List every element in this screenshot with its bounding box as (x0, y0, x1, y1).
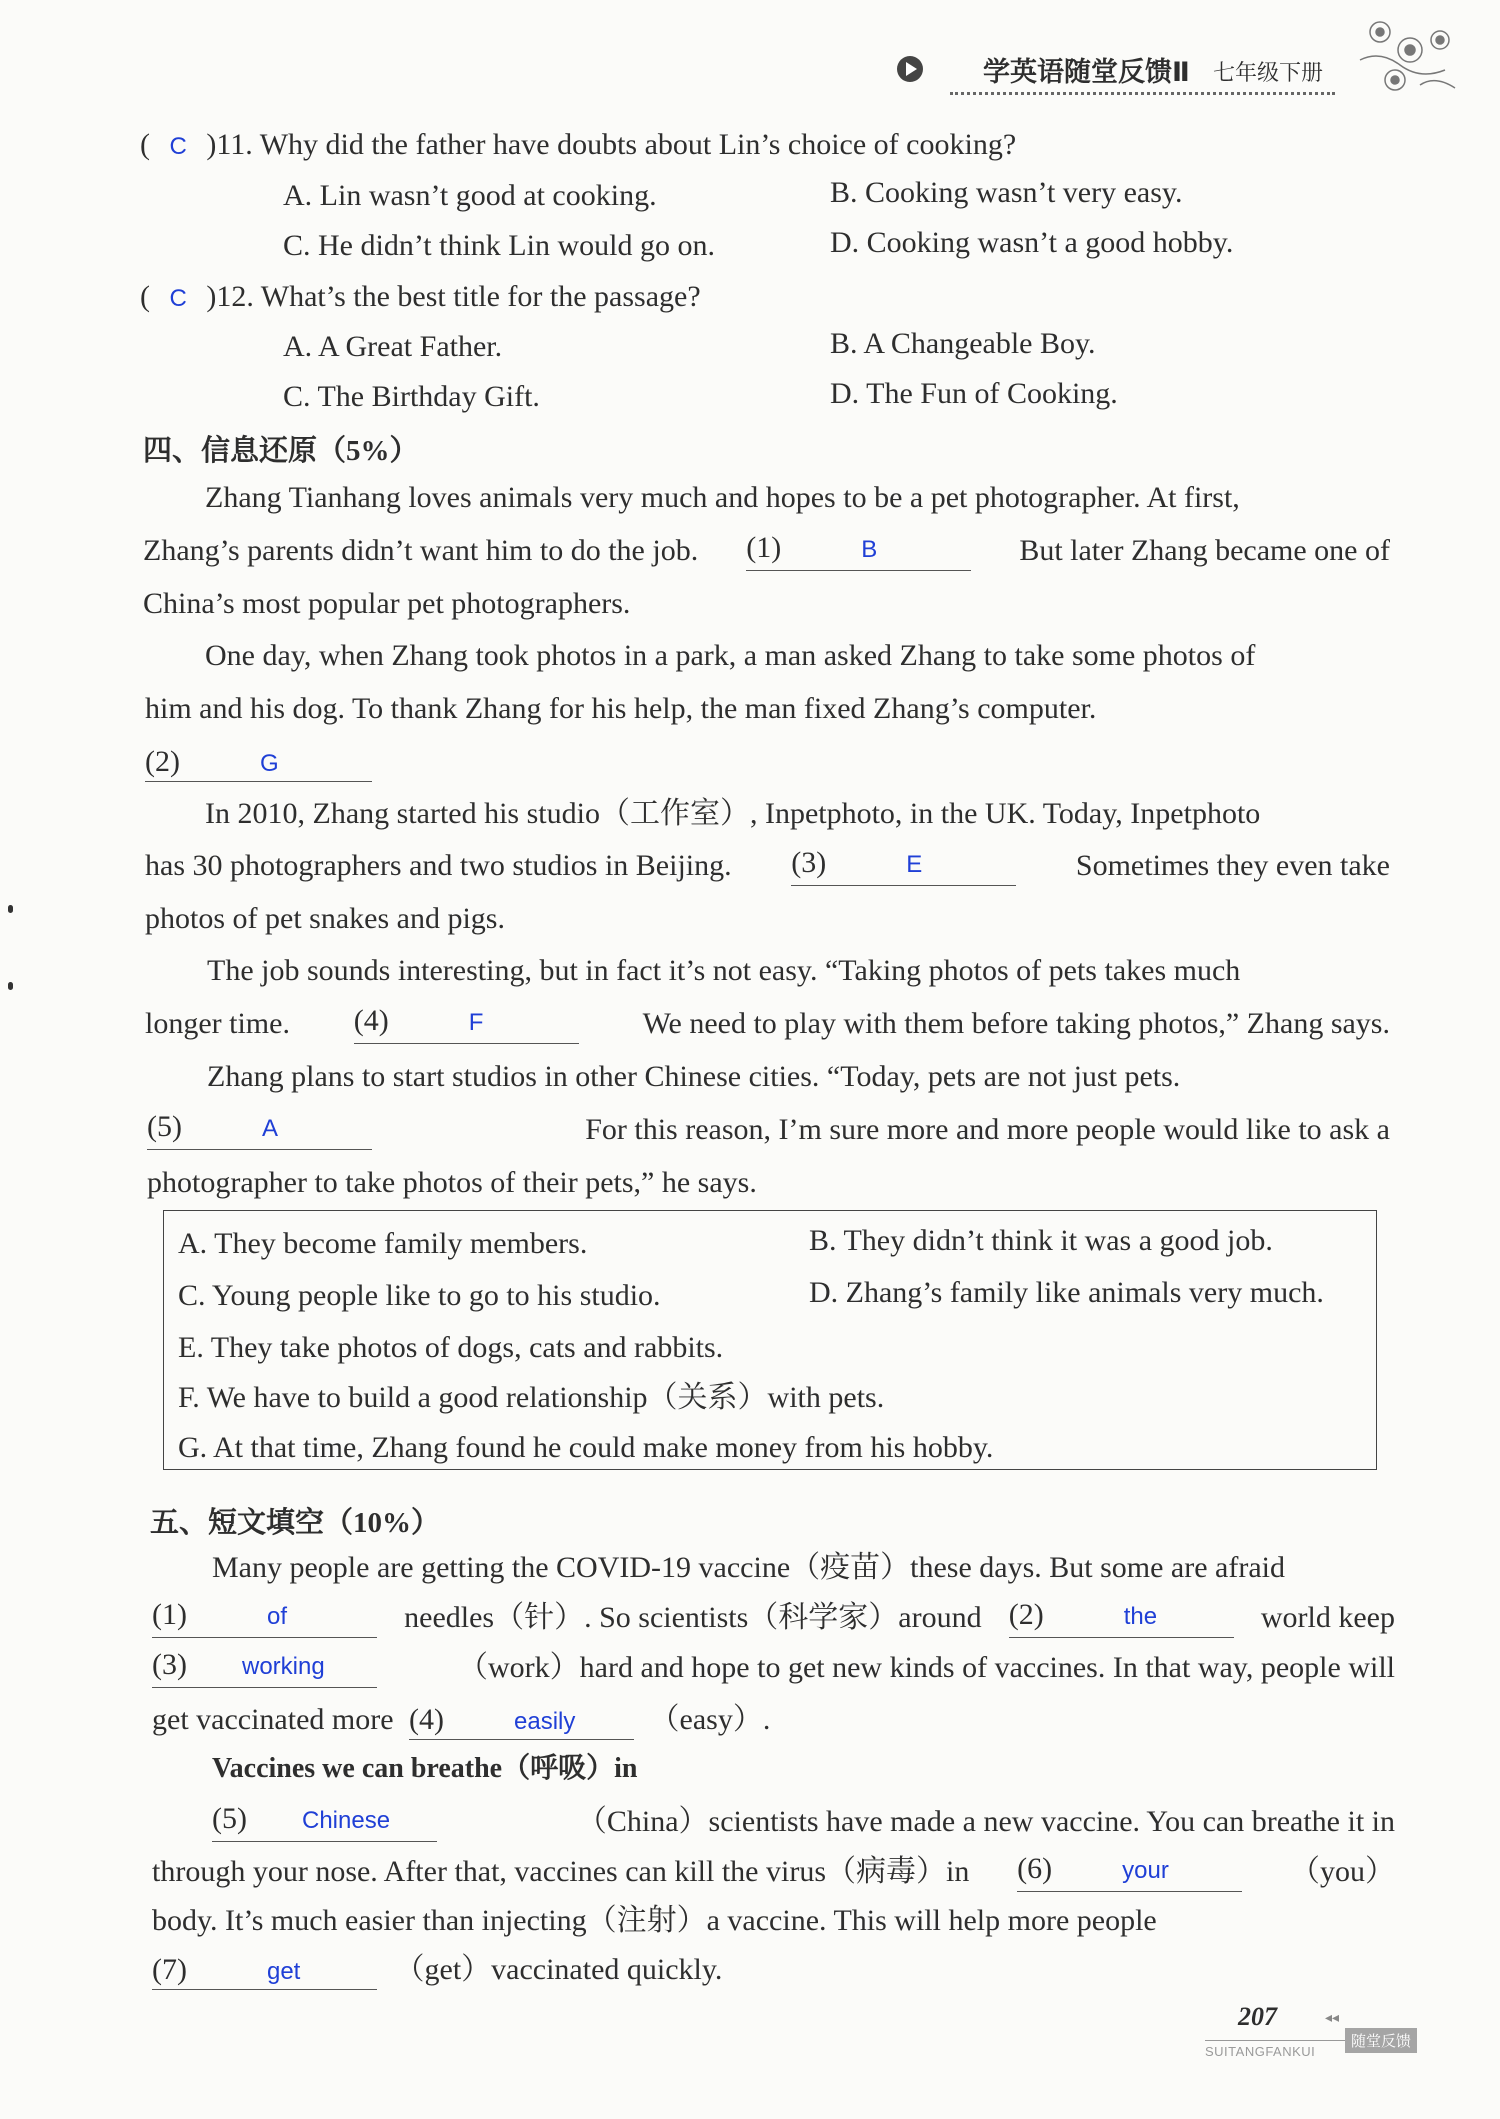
question-12: ( C )12. What’s the best title for the passage? (140, 280, 701, 313)
blank-s5-5[interactable]: (5) Chinese (212, 1802, 437, 1842)
question-text: 11. Why did the father have doubts about Lin’s choice of cooking? (216, 128, 1017, 161)
footer-brand-cn: 随堂反馈 (1345, 2028, 1417, 2053)
s5-line1: Many people are getting the COVID-19 vaccine（疫苗）these days. But some are afraid (212, 1551, 1285, 1584)
blank-3[interactable]: (3) E (791, 846, 1016, 886)
play-circle-icon (895, 54, 925, 84)
option-a: A. A Great Father. (283, 330, 503, 363)
s5-line6: through your nose. After that, vaccines can kill the virus（病毒）in (6) your （you） (152, 1852, 1395, 1892)
blank-5[interactable]: (5) A (147, 1110, 372, 1150)
blank-1[interactable]: (1) B (746, 531, 971, 571)
choice-b: B. They didn’t think it was a good job. (809, 1224, 1273, 1257)
option-a: A. Lin wasn’t good at cooking. (283, 179, 657, 212)
section-5-heading: 五、短文填空（10%） (150, 1505, 441, 1539)
s5-subtitle: Vaccines we can breathe（呼吸）in (212, 1753, 638, 1784)
option-d: D. The Fun of Cooking. (830, 377, 1118, 410)
s4-p3-line1: In 2010, Zhang started his studio（工作室）, Inpetphoto, in the UK. Today, Inpetphoto (205, 797, 1261, 830)
option-b: B. Cooking wasn’t very easy. (830, 176, 1183, 209)
s5-line4: get vaccinated more (4) easily （easy）. (152, 1700, 770, 1740)
blank-4[interactable]: (4) F (354, 1004, 579, 1044)
choices-box (163, 1210, 1377, 1470)
footer-brand: SUITANGFANKUI (1205, 2044, 1316, 2059)
s4-p2-line3 (145, 742, 372, 782)
blank-s5-3[interactable]: (3) working (152, 1648, 377, 1688)
choice-g: G. At that time, Zhang found he could make money from his hobby. (178, 1431, 994, 1464)
choice-f: F. We have to build a good relationship（关系）with pets. (178, 1381, 885, 1414)
option-b: B. A Changeable Boy. (830, 327, 1096, 360)
page-header (895, 48, 1335, 98)
s4-p4-line2: longer time. (4) F We need to play with them before taking photos,” Zhang says. (145, 1004, 1390, 1044)
s4-p5-line1: Zhang plans to start studios in other Chinese cities. “Today, pets are not just pets. (207, 1060, 1181, 1093)
footer-arrows: ◂◂ (1325, 2010, 1340, 2026)
question-text: 12. What’s the best title for the passage? (216, 280, 701, 313)
s4-p1-line2: Zhang’s parents didn’t want him to do the job. (1) B But later Zhang became one of (143, 531, 1390, 571)
margin-dot (8, 905, 13, 913)
choice-d: D. Zhang’s family like animals very much. (809, 1276, 1324, 1309)
s4-p2-line2: him and his dog. To thank Zhang for his help, the man fixed Zhang’s computer. (145, 692, 1097, 725)
s4-p1-line1: Zhang Tianhang loves animals very much and hopes to be a pet photographer. At first, (205, 481, 1240, 514)
s5-line7: body. It’s much easier than injecting（注射）a vaccine. This will help more people (152, 1904, 1157, 1937)
s5-line3: (3) working （work）hard and hope to get new kinds of vaccines. In that way, people will (152, 1648, 1395, 1688)
answer-mark: C (169, 285, 187, 312)
blank-s5-6[interactable]: (6) your (1017, 1852, 1242, 1892)
blank-s5-2[interactable]: (2) the (1009, 1598, 1234, 1638)
s4-p1-line3: China’s most popular pet photographers. (143, 587, 631, 620)
section-4-heading: 四、信息还原（5%） (143, 433, 419, 467)
page-number: 207 (1238, 2002, 1277, 2031)
s5-line5: (5) Chinese （China）scientists have made a new vaccine. You can breathe it in (212, 1802, 1395, 1842)
s4-p2-line1: One day, when Zhang took photos in a park, a man asked Zhang to take some photos of (205, 639, 1256, 672)
s5-line2: (1) of needles（针）. So scientists（科学家）around (2) the world keep (152, 1598, 1395, 1638)
s4-p4-line1: The job sounds interesting, but in fact it’s not easy. “Taking photos of pets takes much (207, 954, 1241, 987)
s4-p3-line2: has 30 photographers and two studios in Beijing. (3) E Sometimes they even take (145, 846, 1390, 886)
book-title: 学英语随堂反馈Ⅱ (983, 57, 1190, 88)
blank-2[interactable]: (2) G (145, 745, 372, 782)
blank-s5-4[interactable]: (4) easily (409, 1703, 634, 1740)
s4-p5-line3: photographer to take photos of their pets,” he says. (147, 1166, 757, 1199)
answer-mark: C (169, 133, 187, 160)
option-c: C. He didn’t think Lin would go on. (283, 229, 715, 262)
choice-e: E. They take photos of dogs, cats and rabbits. (178, 1331, 724, 1364)
blank-s5-1[interactable]: (1) of (152, 1598, 377, 1638)
flower-decoration-icon (1350, 10, 1470, 110)
choice-c: C. Young people like to go to his studio. (178, 1279, 661, 1312)
option-c: C. The Birthday Gift. (283, 380, 540, 413)
book-grade: 七年级下册 (1213, 61, 1324, 86)
choice-a: A. They become family members. (178, 1227, 588, 1260)
margin-dot (8, 982, 13, 990)
s4-p5-line2: (5) A For this reason, I’m sure more and more people would like to ask a (147, 1110, 1390, 1150)
option-d: D. Cooking wasn’t a good hobby. (830, 226, 1234, 259)
question-11: ( C )11. Why did the father have doubts about Lin’s choice of cooking? (140, 128, 1017, 161)
blank-s5-7[interactable]: (7) get (152, 1953, 377, 1990)
footer-rule (1205, 2040, 1345, 2041)
s4-p3-line3: photos of pet snakes and pigs. (145, 902, 505, 935)
s5-line8: (7) get （get）vaccinated quickly. (152, 1950, 722, 1990)
header-dotted-rule (950, 92, 1335, 95)
